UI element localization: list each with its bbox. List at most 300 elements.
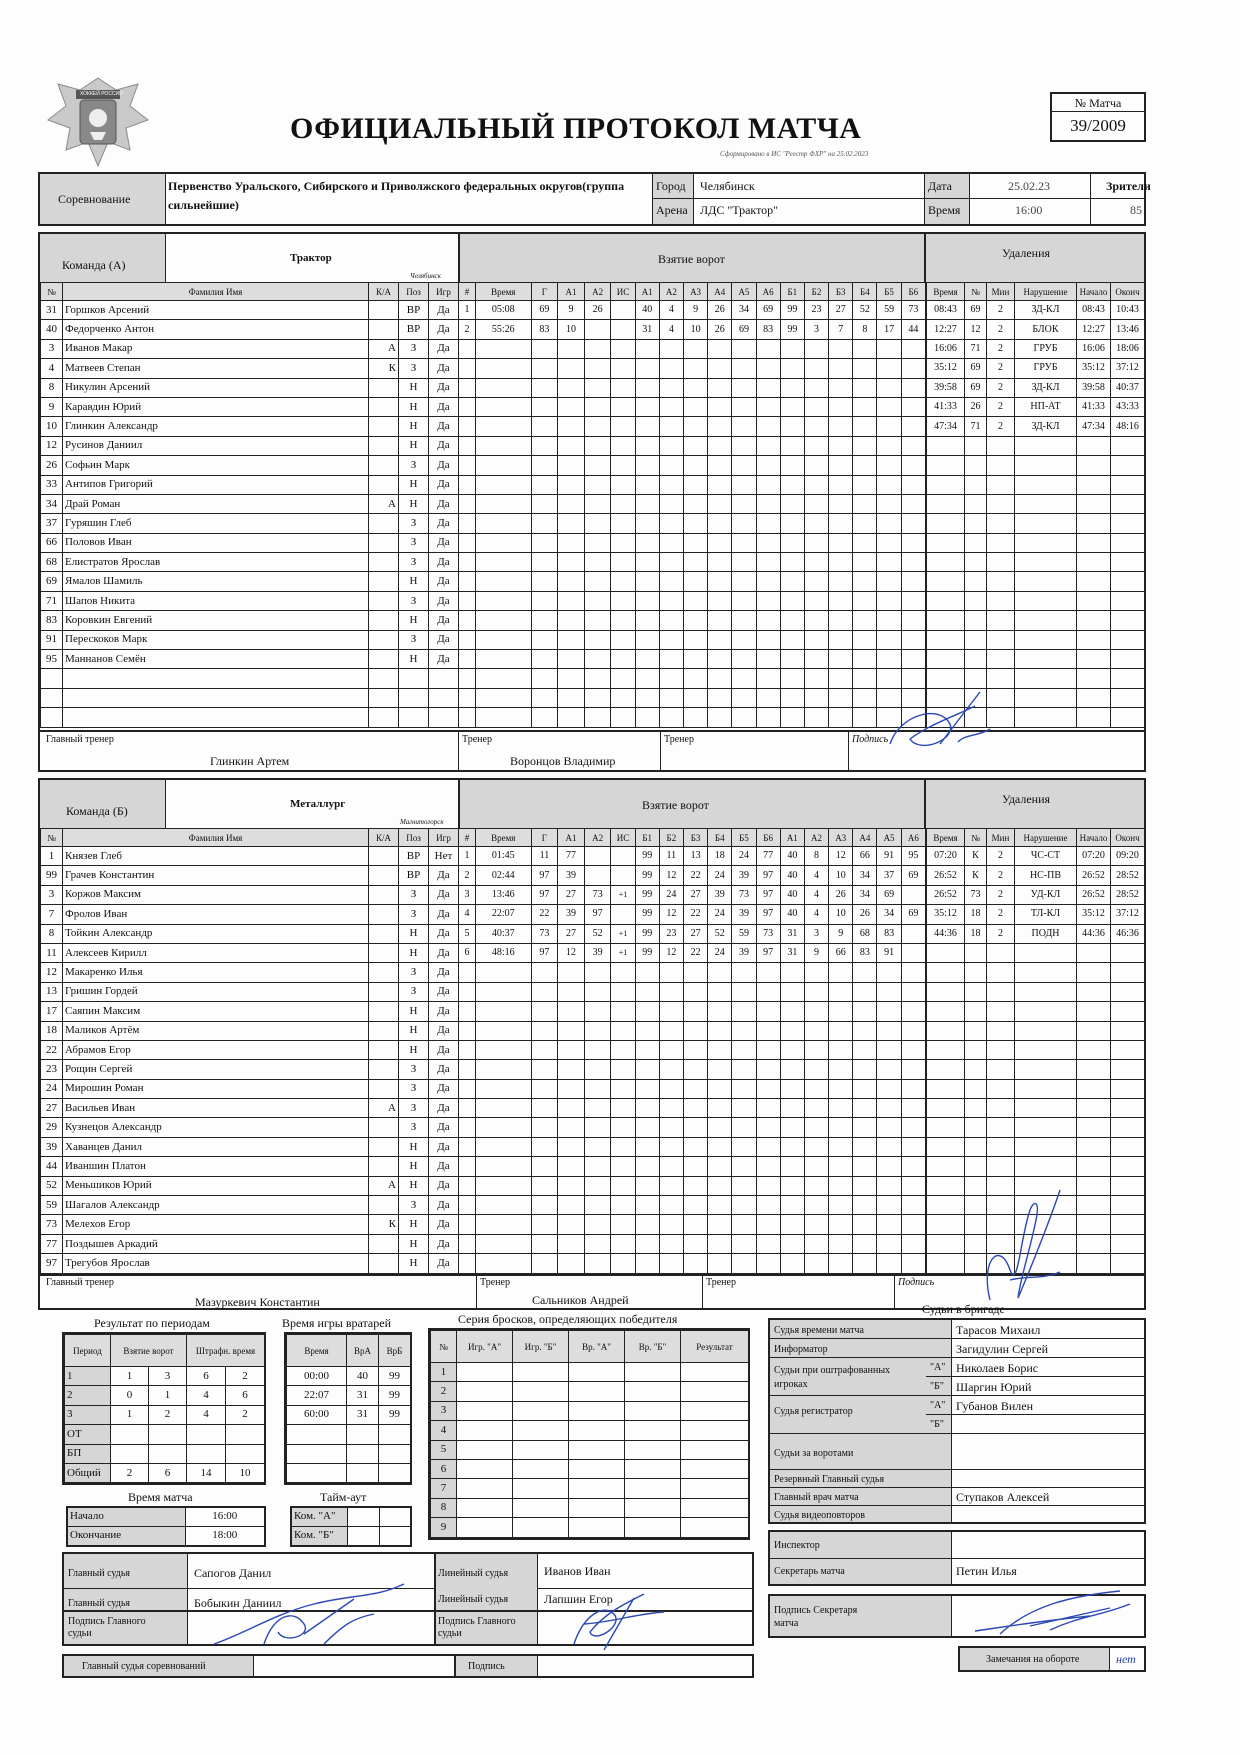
- player-played: Нет: [429, 847, 459, 866]
- goal-cell: 44: [901, 320, 925, 339]
- penalty-cell: 09:20: [1111, 847, 1145, 866]
- penalty-cell: [1111, 553, 1145, 572]
- penalty-row: [927, 1021, 1145, 1040]
- goal-cell: [683, 669, 707, 688]
- shootout-cell: [513, 1518, 569, 1537]
- player-position: Н: [399, 1254, 429, 1273]
- goal-cell: [756, 1137, 780, 1156]
- penalty-row: [927, 456, 1145, 475]
- goal-cell: [804, 963, 828, 982]
- goal-cell: [708, 397, 732, 416]
- goal-cell: [611, 1254, 635, 1273]
- goal-cell: [708, 1254, 732, 1273]
- goal-row: [459, 456, 926, 475]
- penalty-cell: [1015, 1079, 1077, 1098]
- goal-cell: [732, 475, 756, 494]
- match-number: 39/2009: [1070, 116, 1126, 135]
- player-played: [429, 669, 459, 688]
- player-name: Рощин Сергей: [63, 1060, 369, 1079]
- goal-cell: 91: [877, 943, 901, 962]
- goal-cell: [459, 514, 476, 533]
- goal-cell: [611, 359, 635, 378]
- goal-cell: [584, 1118, 611, 1137]
- penalty-cell: [987, 591, 1015, 610]
- goal-cell: [459, 359, 476, 378]
- shootout-header: №: [431, 1331, 457, 1363]
- shootout-cell: [625, 1518, 681, 1537]
- player-name: Иванов Макар: [63, 339, 369, 358]
- goal-cell: [584, 1176, 611, 1195]
- penalty-cell: [1015, 533, 1077, 552]
- goal-cell: [584, 378, 611, 397]
- player-captain: [369, 630, 399, 649]
- goal-cell: [780, 708, 804, 727]
- team-a-head-coach-label: Главный тренер: [46, 734, 114, 745]
- goal-cell: [611, 1040, 635, 1059]
- penalty-cell: [965, 1157, 987, 1176]
- goal-cell: 7: [829, 320, 853, 339]
- goal-cell: [708, 1021, 732, 1040]
- player-name: Матвеев Степан: [63, 359, 369, 378]
- goal-cell: [877, 963, 901, 982]
- shootout-cell: [457, 1518, 513, 1537]
- penalty-cell: [1077, 1157, 1111, 1176]
- player-played: Да: [429, 572, 459, 591]
- goal-cell: [584, 630, 611, 649]
- goal-judges-label: Судьи за воротами: [774, 1448, 854, 1459]
- goalie-time-cell: [347, 1463, 379, 1482]
- penalty-cell: [987, 611, 1015, 630]
- goal-cell: [853, 436, 877, 455]
- penalty-cell: [965, 456, 987, 475]
- shootout-cell: [681, 1363, 749, 1382]
- goal-cell: [756, 436, 780, 455]
- goal-cell: [708, 1079, 732, 1098]
- goal-col-header: Б3: [829, 283, 853, 301]
- player-name: Ямалов Шамиль: [63, 572, 369, 591]
- goal-cell: [611, 669, 635, 688]
- goal-cell: [683, 475, 707, 494]
- roster-row: [41, 847, 459, 866]
- goal-cell: [531, 514, 558, 533]
- roster-row: [41, 1196, 459, 1215]
- penalty-cell: ЗД-КЛ: [1015, 301, 1077, 320]
- goal-cell: [635, 963, 659, 982]
- goal-cell: 66: [829, 943, 853, 962]
- player-position: З: [399, 982, 429, 1001]
- penalty-row: [927, 553, 1145, 572]
- start-time: 16:00: [1015, 203, 1043, 217]
- goal-cell: 27: [683, 924, 707, 943]
- goal-cell: [780, 339, 804, 358]
- goal-cell: [659, 1157, 683, 1176]
- player-position: Н: [399, 397, 429, 416]
- period-cell: [226, 1444, 265, 1463]
- penalty-cell: 39:58: [927, 378, 965, 397]
- goal-cell: [804, 1002, 828, 1021]
- goal-cell: 73: [732, 885, 756, 904]
- goal-cell: [780, 494, 804, 513]
- inspector-panel: [768, 1530, 1146, 1586]
- period-row: [65, 1444, 265, 1463]
- goal-cell: [659, 1002, 683, 1021]
- goal-cell: [853, 1157, 877, 1176]
- shootout-cell: [457, 1401, 513, 1420]
- goal-cell: [804, 591, 828, 610]
- goal-cell: [804, 359, 828, 378]
- team-a-coach-label: Тренер: [462, 734, 492, 745]
- goalie-time-cell: [347, 1425, 379, 1444]
- goal-cell: [853, 708, 877, 727]
- goal-cell: [635, 630, 659, 649]
- player-number: [41, 688, 63, 707]
- goal-cell: [459, 339, 476, 358]
- goal-cell: [635, 1021, 659, 1040]
- period-cell: 2: [226, 1367, 265, 1386]
- shootout-cell: [457, 1421, 513, 1440]
- goal-cell: [558, 1215, 585, 1234]
- roster-row: [41, 359, 459, 378]
- period-cell: 0: [111, 1386, 149, 1405]
- shootout-header: Вр. "А": [569, 1331, 625, 1363]
- goalie-time-row: [287, 1444, 411, 1463]
- main-referee-1-label: Главный судья: [68, 1568, 131, 1579]
- goal-cell: [804, 1176, 828, 1195]
- goal-cell: [531, 1196, 558, 1215]
- logo: [38, 70, 158, 180]
- goal-cell: [853, 514, 877, 533]
- player-captain: [369, 1060, 399, 1079]
- penalty-row: [927, 847, 1145, 866]
- player-name: Хаванцев Данил: [63, 1137, 369, 1156]
- roster-row: [41, 1176, 459, 1195]
- goal-cell: [780, 572, 804, 591]
- penalty-col-header: №: [965, 829, 987, 847]
- goal-cell: [901, 533, 925, 552]
- goal-cell: [459, 1157, 476, 1176]
- player-number: 29: [41, 1118, 63, 1137]
- penalty-cell: [1111, 475, 1145, 494]
- goal-cell: [877, 982, 901, 1001]
- goal-cell: [732, 436, 756, 455]
- team-b-coach: Сальников Андрей: [532, 1293, 629, 1307]
- goal-cell: [732, 1002, 756, 1021]
- player-captain: [369, 688, 399, 707]
- goal-cell: [804, 1157, 828, 1176]
- goal-cell: [459, 650, 476, 669]
- roster-row: [41, 397, 459, 416]
- penalty-cell: [1111, 688, 1145, 707]
- player-number: 52: [41, 1176, 63, 1195]
- main-referee-signature-label: Подпись Главного судьи: [68, 1616, 146, 1639]
- secretary: Петин Илья: [956, 1564, 1017, 1578]
- penalty-cell: [1077, 630, 1111, 649]
- goal-cell: [756, 1118, 780, 1137]
- period-col: Период: [65, 1335, 111, 1367]
- player-captain: [369, 1157, 399, 1176]
- goal-cell: [829, 1157, 853, 1176]
- player-name: Мелехов Егор: [63, 1215, 369, 1234]
- period-row: [65, 1425, 265, 1444]
- goal-cell: [611, 494, 635, 513]
- goal-cell: [756, 533, 780, 552]
- arena-label: Арена: [656, 203, 688, 217]
- goal-cell: 83: [531, 320, 558, 339]
- goal-cell: [459, 688, 476, 707]
- player-captain: [369, 924, 399, 943]
- penalty-cell: [1111, 669, 1145, 688]
- line-judge-2: Лапшин Егор: [544, 1592, 613, 1606]
- registrar-a: Губанов Вилен: [956, 1399, 1034, 1413]
- goal-cell: [732, 708, 756, 727]
- goal-cell: [732, 688, 756, 707]
- goal-cell: [459, 456, 476, 475]
- penalty-cell: [987, 1079, 1015, 1098]
- goal-cell: [829, 1002, 853, 1021]
- goal-row: [459, 847, 926, 866]
- goalie-time-cell: [287, 1463, 347, 1482]
- goal-cell: [780, 1196, 804, 1215]
- penalty-cell: [1015, 514, 1077, 533]
- goal-cell: [877, 630, 901, 649]
- goal-cell: [732, 1060, 756, 1079]
- penalty-cell: [1111, 1137, 1145, 1156]
- goal-cell: [611, 378, 635, 397]
- timekeeper: Тарасов Михаил: [956, 1323, 1041, 1337]
- goal-cell: [459, 1234, 476, 1253]
- goal-cell: [611, 905, 635, 924]
- penalty-cell: 07:20: [1077, 847, 1111, 866]
- goal-cell: [584, 533, 611, 552]
- player-number: 9: [41, 397, 63, 416]
- informer-label: Информатор: [774, 1344, 828, 1355]
- goal-cell: [756, 378, 780, 397]
- goal-cell: [558, 359, 585, 378]
- player-captain: [369, 301, 399, 320]
- goal-row: [459, 943, 926, 962]
- goal-cell: [635, 456, 659, 475]
- player-captain: [369, 650, 399, 669]
- goal-cell: [659, 1021, 683, 1040]
- penalty-cell: [965, 1060, 987, 1079]
- penalty-cell: [965, 553, 987, 572]
- goal-cell: [732, 359, 756, 378]
- goal-cell: [756, 1021, 780, 1040]
- player-played: Да: [429, 982, 459, 1001]
- goal-cell: [877, 650, 901, 669]
- goal-cell: [584, 1079, 611, 1098]
- goal-cell: [829, 611, 853, 630]
- goal-cell: [531, 650, 558, 669]
- penalty-cell: [987, 494, 1015, 513]
- penalty-cell: [1111, 1118, 1145, 1137]
- goal-cell: [558, 1137, 585, 1156]
- goal-cell: 97: [584, 905, 611, 924]
- goal-col-header: А5: [877, 829, 901, 847]
- period-cell: 1: [149, 1386, 187, 1405]
- goal-cell: [475, 359, 531, 378]
- roster-row: [41, 475, 459, 494]
- shootout-cell: [513, 1440, 569, 1459]
- page-title: ОФИЦИАЛЬНЫЙ ПРОТОКОЛ МАТЧА: [290, 112, 862, 145]
- competition-label: Соревнование: [58, 192, 131, 206]
- penalty-cell: [1015, 688, 1077, 707]
- player-name: Фролов Иван: [63, 905, 369, 924]
- goal-cell: [901, 397, 925, 416]
- goal-cell: [804, 669, 828, 688]
- goal-cell: [877, 397, 901, 416]
- penalty-cell: 73: [965, 885, 987, 904]
- goal-cell: [853, 963, 877, 982]
- goal-cell: 97: [531, 943, 558, 962]
- goal-col-header: А2: [584, 283, 611, 301]
- penalty-col-header: Мин: [987, 829, 1015, 847]
- goal-cell: [756, 1060, 780, 1079]
- goal-cell: [901, 943, 925, 962]
- timeout-b-label: Ком. "Б": [291, 1526, 347, 1545]
- goal-cell: [635, 514, 659, 533]
- shootout-cell: [457, 1440, 513, 1459]
- roster-row: [41, 1157, 459, 1176]
- goal-cell: [459, 591, 476, 610]
- penalty-cell: 37:12: [1111, 905, 1145, 924]
- period-cell: 4: [187, 1405, 226, 1424]
- goal-cell: [459, 1118, 476, 1137]
- goal-cell: [558, 572, 585, 591]
- penalty-row: [927, 905, 1145, 924]
- goal-cell: [611, 572, 635, 591]
- goal-cell: [659, 553, 683, 572]
- goal-col-header: Б4: [708, 829, 732, 847]
- goal-cell: [659, 669, 683, 688]
- goal-cell: 99: [780, 320, 804, 339]
- goal-cell: [475, 1137, 531, 1156]
- goal-cell: [732, 417, 756, 436]
- goal-cell: [659, 359, 683, 378]
- goal-cell: [459, 397, 476, 416]
- goal-row: [459, 339, 926, 358]
- goal-cell: [877, 1040, 901, 1059]
- goal-cell: [475, 397, 531, 416]
- goal-cell: [611, 1060, 635, 1079]
- goal-cell: [531, 456, 558, 475]
- player-position: Н: [399, 1157, 429, 1176]
- player-position: Н: [399, 1234, 429, 1253]
- goal-cell: 3: [804, 320, 828, 339]
- period-cell: 3: [149, 1367, 187, 1386]
- player-position: ВР: [399, 320, 429, 339]
- goal-row: [459, 1002, 926, 1021]
- goal-cell: 69: [901, 905, 925, 924]
- goal-cell: 8: [804, 847, 828, 866]
- goal-cell: 39: [708, 885, 732, 904]
- informer: Загидулин Сергей: [956, 1342, 1049, 1356]
- goal-cell: [683, 417, 707, 436]
- goal-cell: [584, 866, 611, 885]
- spectators-label: Зрители: [1106, 179, 1151, 193]
- penalty-row: [927, 1040, 1145, 1059]
- player-number: [41, 669, 63, 688]
- shootout-cell: [457, 1479, 513, 1498]
- goal-cell: [531, 1234, 558, 1253]
- goal-cell: [531, 1099, 558, 1118]
- goal-cell: [804, 1215, 828, 1234]
- goal-cell: [732, 533, 756, 552]
- player-captain: [369, 1254, 399, 1273]
- goal-cell: [829, 553, 853, 572]
- goal-cell: 97: [531, 866, 558, 885]
- goal-cell: [584, 494, 611, 513]
- goal-cell: [901, 630, 925, 649]
- team-b-goals: [458, 828, 926, 1274]
- goal-cell: [804, 514, 828, 533]
- goal-cell: 34: [732, 301, 756, 320]
- goal-cell: [683, 1254, 707, 1273]
- goal-cell: [829, 1234, 853, 1253]
- roster-row: [41, 688, 459, 707]
- penalty-cell: [1015, 963, 1077, 982]
- penalty-judge-a: Николаев Борис: [956, 1361, 1039, 1375]
- player-name: Грачев Константин: [63, 866, 369, 885]
- player-captain: [369, 533, 399, 552]
- goal-cell: [853, 1234, 877, 1253]
- goal-cell: 97: [756, 905, 780, 924]
- player-name: Перескоков Марк: [63, 630, 369, 649]
- penalty-cell: [1015, 553, 1077, 572]
- penalty-row: [927, 339, 1145, 358]
- penalty-cell: [1077, 1060, 1111, 1079]
- competition-referee-signature-label: Подпись: [468, 1661, 505, 1672]
- goal-cell: [558, 475, 585, 494]
- goal-cell: [611, 553, 635, 572]
- penalty-cell: [927, 533, 965, 552]
- goal-cell: [475, 553, 531, 572]
- player-captain: [369, 514, 399, 533]
- player-played: Да: [429, 301, 459, 320]
- goal-cell: [558, 591, 585, 610]
- penalty-cell: [1015, 708, 1077, 727]
- goal-cell: [756, 456, 780, 475]
- penalty-col-header: Начало: [1077, 829, 1111, 847]
- goal-cell: [804, 1021, 828, 1040]
- penalty-cell: [1077, 436, 1111, 455]
- goal-col-header: Б5: [877, 283, 901, 301]
- penalty-cell: [987, 1060, 1015, 1079]
- goal-cell: [558, 688, 585, 707]
- goalie-time-cell: 22:07: [287, 1386, 347, 1405]
- goal-cell: [732, 1137, 756, 1156]
- match-time: [66, 1506, 266, 1547]
- roster-row: [41, 1021, 459, 1040]
- goal-cell: 37: [877, 866, 901, 885]
- penalty-cell: [1077, 982, 1111, 1001]
- team-a-goals: [458, 282, 926, 728]
- goal-cell: [635, 591, 659, 610]
- goal-cell: 4: [804, 866, 828, 885]
- shootout-number: 7: [431, 1479, 457, 1498]
- goal-cell: [804, 494, 828, 513]
- goal-row: [459, 1157, 926, 1176]
- goal-row: [459, 1060, 926, 1079]
- player-position: Н: [399, 1002, 429, 1021]
- player-captain: [369, 417, 399, 436]
- goal-cell: [756, 1176, 780, 1195]
- goal-cell: [780, 1099, 804, 1118]
- penalty-cell: ГРУБ: [1015, 359, 1077, 378]
- shootout-cell: [569, 1498, 625, 1517]
- goal-cell: [877, 514, 901, 533]
- goal-cell: [531, 688, 558, 707]
